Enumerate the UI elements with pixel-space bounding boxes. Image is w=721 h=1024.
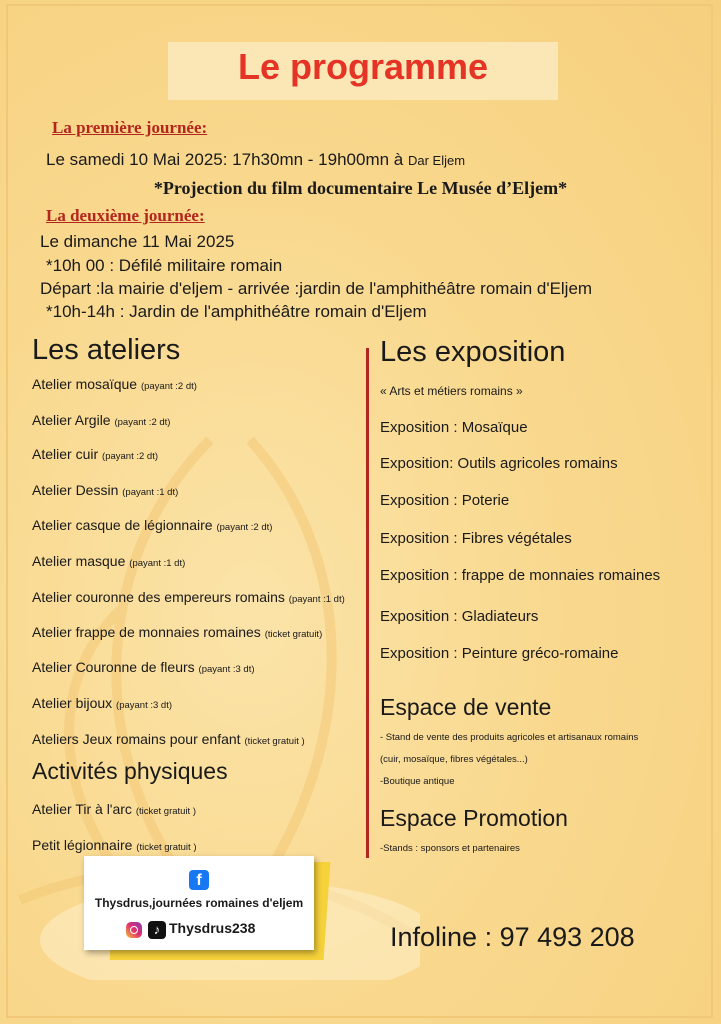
promotion-heading: Espace Promotion [380,805,568,831]
exposition-item: Exposition : Gladiateurs [380,608,539,625]
exposition-item: Exposition : Peinture gréco-romaine [380,645,619,662]
promotion-line: -Stands : sponsors et partenaires [380,843,520,854]
atelier-item: Atelier bijoux (payant :3 dt) [32,695,173,711]
vente-line: -Boutique antique [380,776,455,787]
tiktok-icon[interactable]: ♪ [148,921,166,939]
social-handle[interactable]: Thysdrus238 [169,920,256,936]
day1-heading: La première journée: [52,118,208,137]
day1-film: *Projection du film documentaire Le Musée d’Eljem* [153,178,568,198]
exposition-item: Exposition : Fibres végétales [380,530,572,547]
day2-date: Le dimanche 11 Mai 2025 [40,232,235,251]
vente-line: (cuir, mosaïque, fibres végétales...) [380,754,528,765]
atelier-item: Atelier cuir (payant :2 dt) [32,446,159,462]
infoline: Infoline : 97 493 208 [390,922,635,952]
exposition-heading: Les exposition [380,336,566,368]
page-title: Le programme [237,46,489,87]
exposition-item: Exposition : Mosaïque [380,419,528,436]
facebook-icon[interactable]: f [189,870,209,890]
atelier-item: Atelier Dessin (payant :1 dt) [32,482,179,498]
exposition-item: Exposition : Poterie [380,492,510,509]
day1-date-time: Le samedi 10 Mai 2025: 17h30mn - 19h00mn à [46,150,404,169]
day2-garden: *10h-14h : Jardin de l'amphithéâtre romain d'Eljem [46,302,427,321]
atelier-item: Atelier casque de légionnaire (payant :2 dt) [32,517,273,533]
atelier-item: Atelier mosaïque (payant :2 dt) [32,376,197,392]
atelier-item: Ateliers Jeux romains pour enfant (ticket gratuit ) [32,731,305,747]
atelier-item: Atelier Couronne de fleurs (payant :3 dt) [32,659,255,675]
atelier-item: Atelier frappe de monnaies romaines (ticket gratuit) [32,624,323,640]
activite-item: Atelier Tir à l'arc (ticket gratuit ) [32,801,196,817]
vente-line: - Stand de vente des produits agricoles et artisanaux romains [380,732,639,743]
activite-item: Petit légionnaire (ticket gratuit ) [32,837,197,853]
day2-heading: La deuxième journée: [46,206,205,225]
day1-schedule [46,150,465,170]
ateliers-heading: Les ateliers [32,334,181,366]
day2-parade: *10h 00 : Défilé militaire romain [46,256,283,275]
exposition-subtitle: « Arts et métiers romains » [380,384,523,398]
vente-heading: Espace de vente [380,694,552,720]
atelier-item: Atelier Argile (payant :2 dt) [32,412,171,428]
exposition-item: Exposition: Outils agricoles romains [380,455,618,472]
exposition-item: Exposition : frappe de monnaies romaines [380,567,661,584]
atelier-item: Atelier masque (payant :1 dt) [32,553,186,569]
activites-heading: Activités physiques [32,758,228,784]
facebook-page-name[interactable]: Thysdrus,journées romaines d'eljem [94,896,304,910]
day1-place: Dar Eljem [407,153,466,168]
day2-route: Départ :la mairie d'eljem - arrivée :jardin de l'amphithéâtre romain d'Eljem [40,279,593,298]
atelier-item: Atelier couronne des empereurs romains (payant :1 dt) [32,589,345,605]
column-divider [366,348,369,858]
instagram-icon[interactable] [126,922,142,938]
